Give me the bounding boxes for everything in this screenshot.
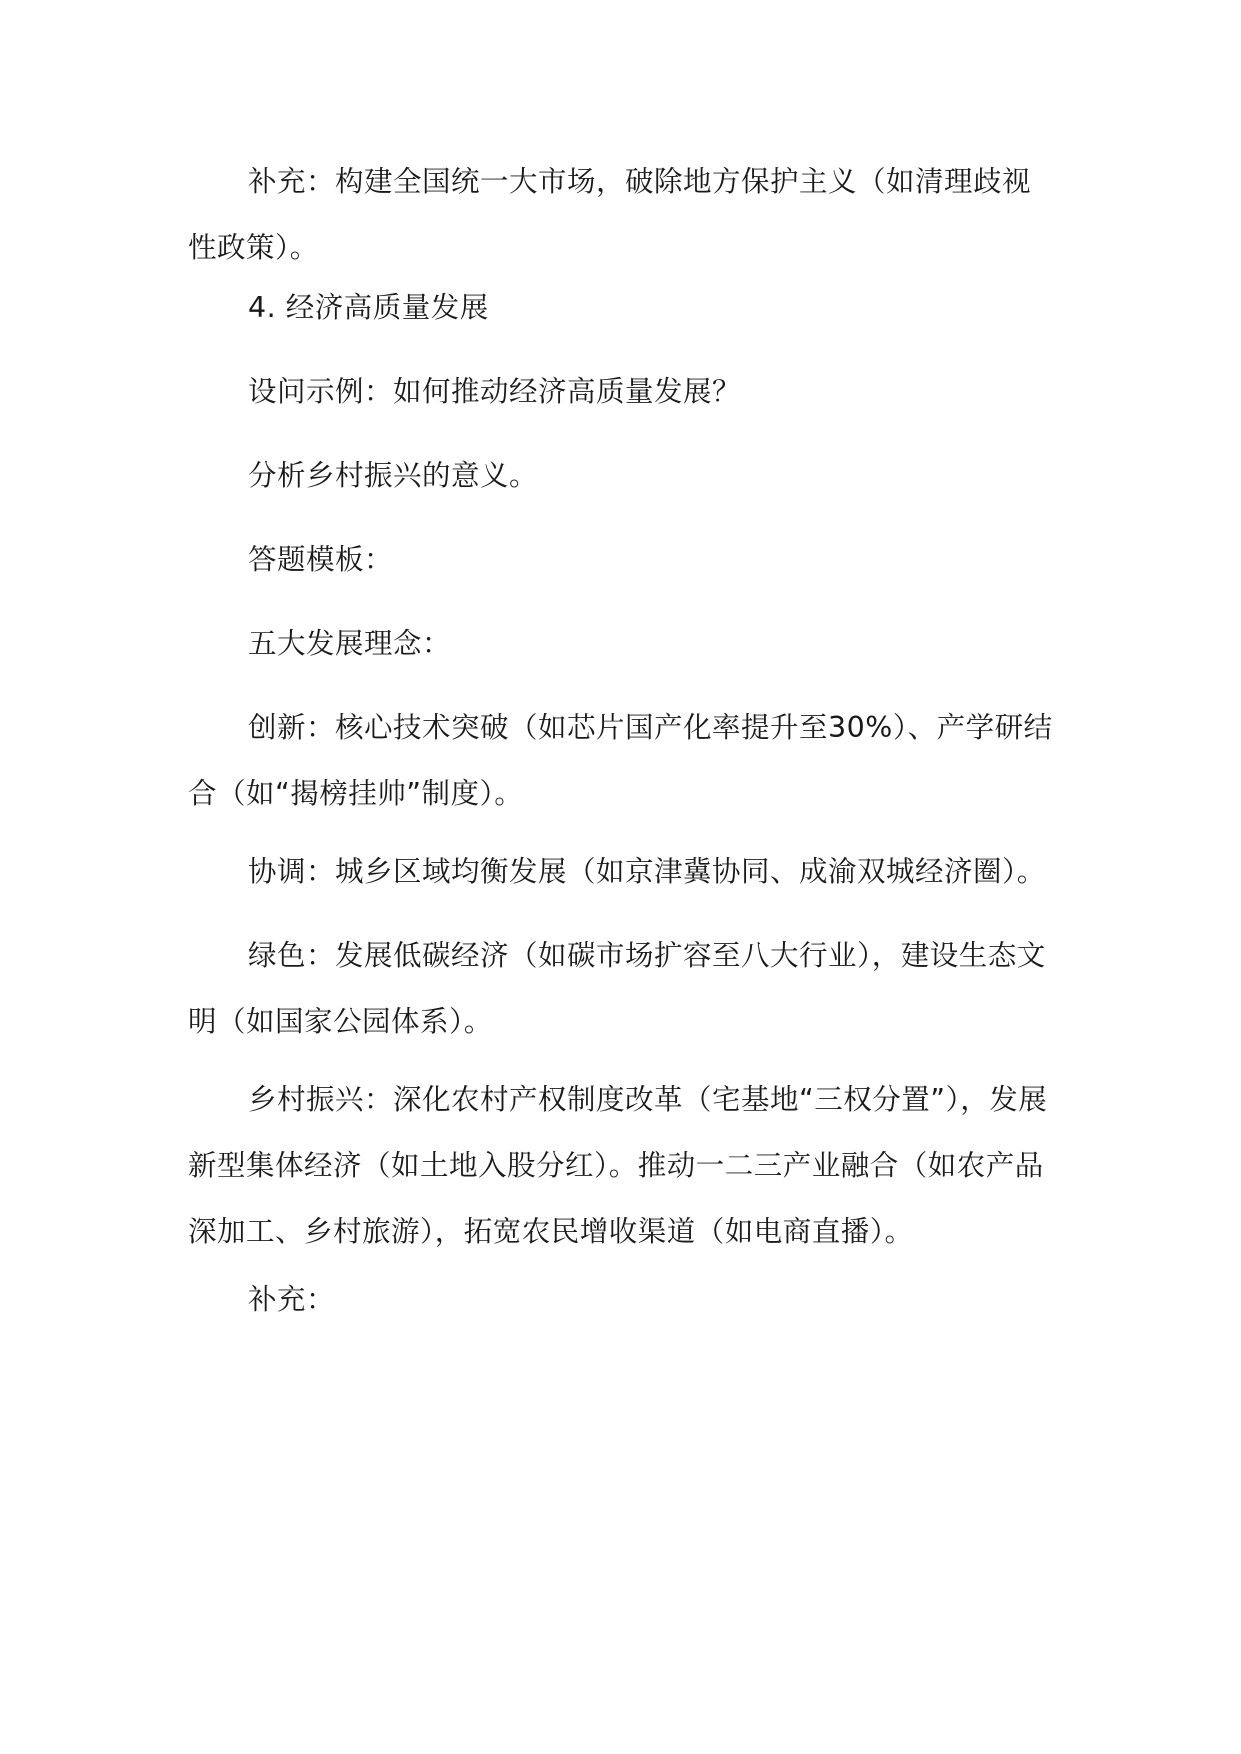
- section-heading-high-quality-development: 4. 经济高质量发展: [248, 291, 489, 324]
- paragraph-five-development-concepts: 五大发展理念：: [248, 627, 452, 660]
- paragraph-rural-revitalization-significance: 分析乡村振兴的意义。: [248, 459, 539, 492]
- paragraph-innovation: 创新：核心技术突破（如芯片国产化率提升至30%）、产学研结合（如“揭榜挂帅”制度）。: [188, 711, 1053, 810]
- paragraph-answer-template: 答题模板：: [248, 543, 394, 576]
- paragraph-rural-revitalization: 乡村振兴：深化农村产权制度改革（宅基地“三权分置”），发展新型集体经济（如土地入股分红）。推动一二三产业融合（如农产品深加工、乡村旅游），拓宽农民增收渠道（如电商直播）。: [188, 1083, 1048, 1248]
- paragraph-question-example: 设问示例：如何推动经济高质量发展？: [248, 375, 742, 408]
- paragraph-green: 绿色：发展低碳经济（如碳市场扩容至八大行业），建设生态文明（如国家公园体系）。: [188, 939, 1046, 1038]
- paragraph-supplement: 补充：: [248, 1283, 336, 1316]
- paragraph-supplement-market: 补充：构建全国统一大市场，破除地方保护主义（如清理歧视性政策）。: [188, 165, 1032, 264]
- paragraph-coordination: 协调：城乡区域均衡发展（如京津冀协同、成渝双城经济圈）。: [248, 855, 1046, 888]
